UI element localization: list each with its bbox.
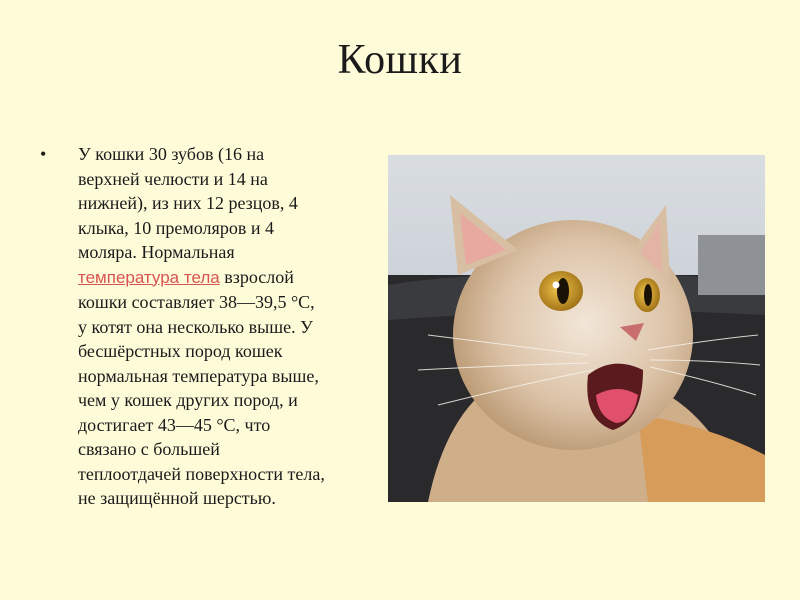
text-line: моляра. Нормальная: [78, 242, 235, 262]
text-line: кошки составляет 38—39,5 °С,: [78, 292, 315, 312]
text-line: нормальная температура выше,: [78, 365, 319, 386]
text-line: бесшёрстных пород кошек: [78, 341, 283, 361]
text-line: теплоотдачей поверхности тела,: [78, 463, 325, 484]
bullet-marker: •: [40, 144, 47, 164]
text-line: клыка, 10 премоляров и 4: [78, 217, 274, 238]
text-line: связано с большей: [78, 439, 220, 459]
text-line: достигает 43—45 °С, что: [78, 414, 271, 435]
text-line: верхней челюсти и 14 на: [78, 168, 268, 189]
text-line: у котят она несколько выше. У: [78, 316, 313, 337]
cat-photo: [388, 155, 765, 502]
text-line-with-link: [78, 265, 390, 291]
text-line: нижней), из них 12 резцов, 4: [78, 193, 298, 213]
text-after-link: взрослой: [219, 266, 294, 287]
slide-title: Кошки: [337, 37, 463, 83]
temperature-link[interactable]: температура тела: [78, 267, 220, 287]
text-line: чем у кошек других пород, и: [78, 390, 298, 410]
text-line: У кошки 30 зубов (16 на: [78, 144, 265, 164]
bullet-text: [78, 142, 390, 511]
text-line: не защищённой шерстью.: [78, 488, 276, 508]
